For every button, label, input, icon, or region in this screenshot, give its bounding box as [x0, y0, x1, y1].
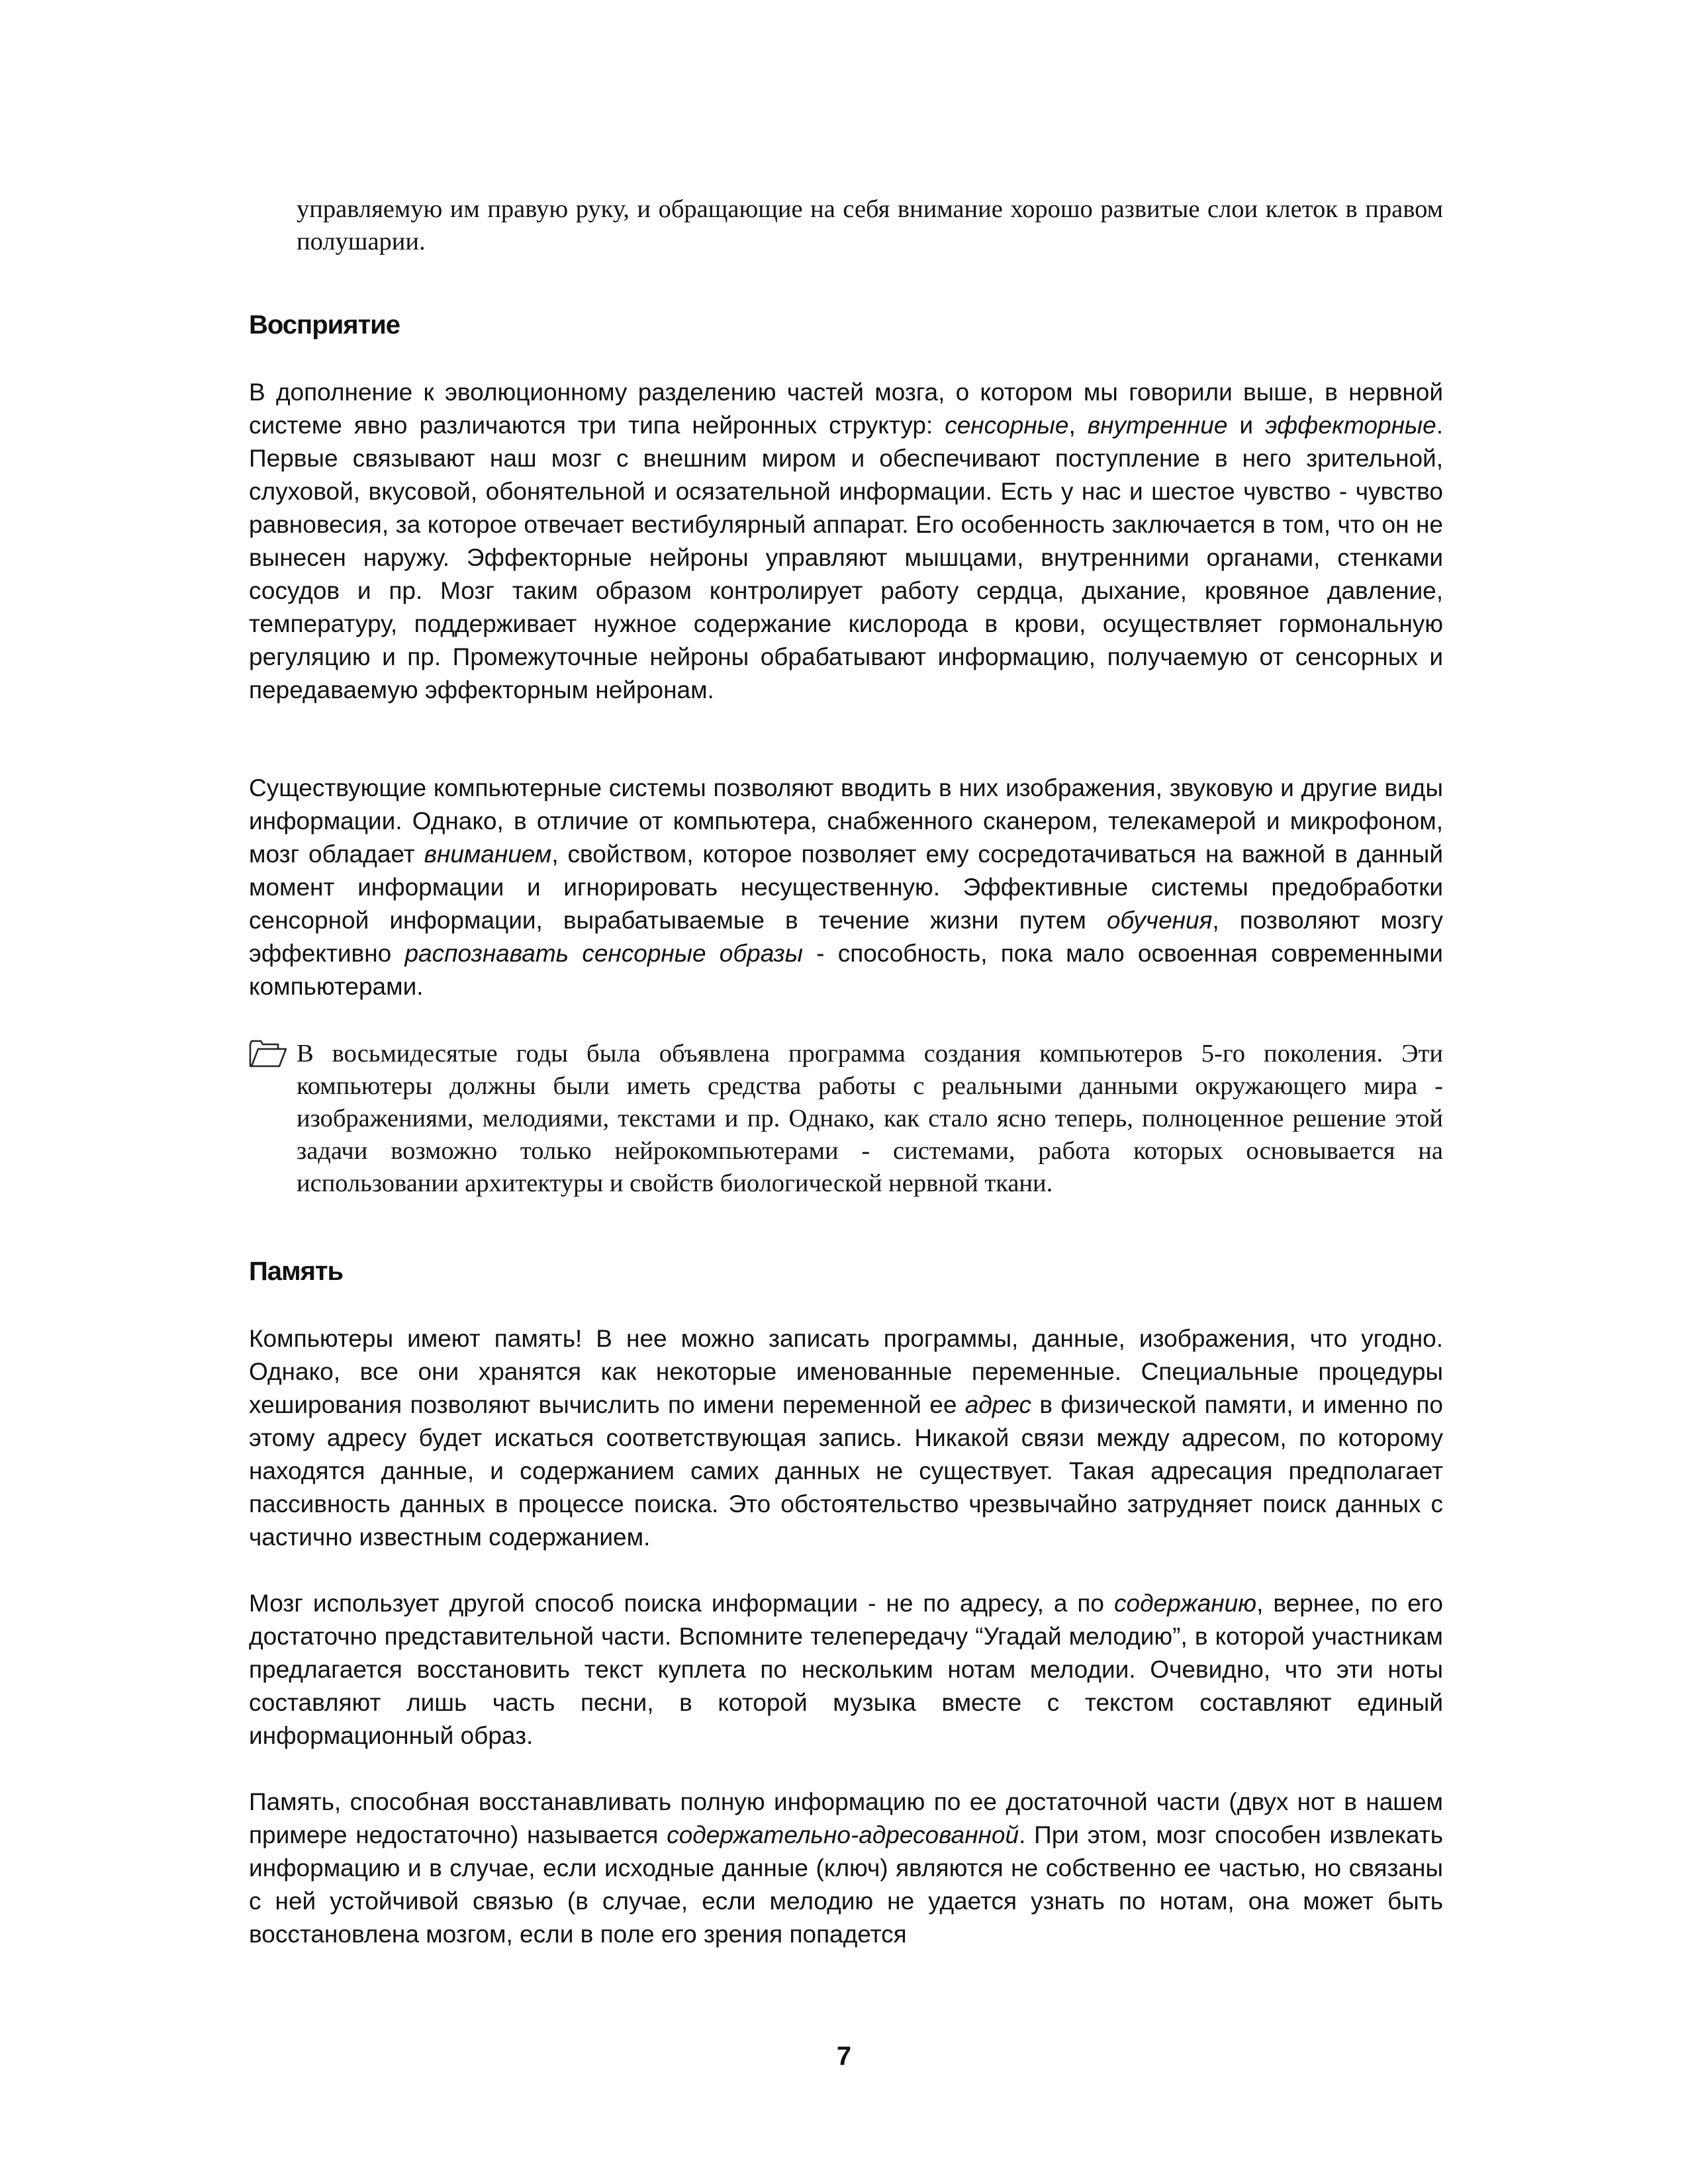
- memory-paragraph-2: Мозг использует другой способ поиска информации - не по адресу, а по содержанию, вернее, по его достаточно представительной части. Вспомните телепередачу “Угадай мелодию”, в которой участникам предлагается восстановить текст куплета по нескольким нотам мелодии. Очевидно, что эти ноты составляют лишь часть песни, в которой музыка вместе с текстом составляют единый информационный образ.: [249, 1590, 1443, 1749]
- intro-continuation-paragraph: управляемую им правую руку, и обращающие на себя внимание хорошо развитые слои клеток в правом полушарии.: [297, 195, 1443, 255]
- memory-paragraph-1: Компьютеры имеют память! В нее можно записать программы, данные, изображения, что угодно. Однако, все они хранятся как некоторые именованные переменные. Специальные процедуры хеширования позволяют вычислить по имени переменной ее адрес в физической памяти, и именно по этому адресу будет искаться соответствующая запись. Никакой связи между адресом, по которому находятся данные, и содержанием самих данных не существует. Такая адресация предполагает пассивность данных в процессе поиска. Это обстоятельство чрезвычайно затрудняет поиск данных с частично известным содержанием.: [249, 1325, 1444, 1551]
- note-paragraph: В восьмидесятые годы была объявлена программа создания компьютеров 5-го поколения. Эти компьютеры должны были иметь средства работы с реальными данными окружающего мира - изображениями, мелодиями, текстами и пр. Однако, как стало ясно теперь, полноценное решение этой задачи возможно только нейрокомпьютерами - системами, работа которых основывается на использовании архитектуры и свойств биологической нервной ткани.: [297, 1040, 1443, 1197]
- memory-paragraph-3: Память, способная восстанавливать полную информацию по ее достаточной части (двух нот в нашем примере недостаточно) называется содержательно-адресованной. При этом, мозг способен извлекать информацию и в случае, если исходные данные (ключ) являются не собственно ее частью, но связаны с ней устойчивой связью (в случае, если мелодию не удается узнать по нотам, она может быть восстановлена мозгом, если в поле его зрения попадется: [249, 1788, 1443, 1948]
- section-heading-perception: Восприятие: [249, 310, 400, 340]
- folder-icon: [249, 1039, 287, 1068]
- perception-paragraph-2: Существующие компьютерные системы позволяют вводить в них изображения, звуковую и другие виды информации. Однако, в отличие от компьютера, снабженного сканером, телекамерой и микрофоном, мозг обладает вниманием, свойством, которое позволяет ему сосредотачиваться на важной в данный момент информации и игнорировать несущественную. Эффективные системы предобработки сенсорной информации, вырабатываемые в течение жизни путем обучения, позволяют мозгу эффективно распознавать сенсорные образы - способность, пока мало освоенная современными компьютерами.: [249, 774, 1443, 1000]
- section-heading-memory: Память: [249, 1257, 344, 1286]
- page-number: 7: [836, 2042, 852, 2071]
- perception-paragraph-1: В дополнение к эволюционному разделению частей мозга, о котором мы говорили выше, в нервной системе явно различаются три типа нейронных структур: сенсорные, внутренние и эффекторные. Первые связывают наш мозг с внешним миром и обеспечивают поступление в него зрительной, слуховой, вкусовой, обонятельной и осязательной информации. Есть у нас и шестое чувство - чувство равновесия, за которое отвечает вестибулярный аппарат. Его особенность заключается в том, что он не вынесен наружу. Эффекторные нейроны управляют мышцами, внутренними органами, стенками сосудов и пр. Мозг таким образом контролирует работу сердца, дыхание, кровяное давление, температуру, поддерживает нужное содержание кислорода в крови, осуществляет гормональную регуляцию и пр. Промежуточные нейроны обрабатывают информацию, получаемую от сенсорных и передаваемую эффекторным нейронам.: [249, 379, 1444, 704]
